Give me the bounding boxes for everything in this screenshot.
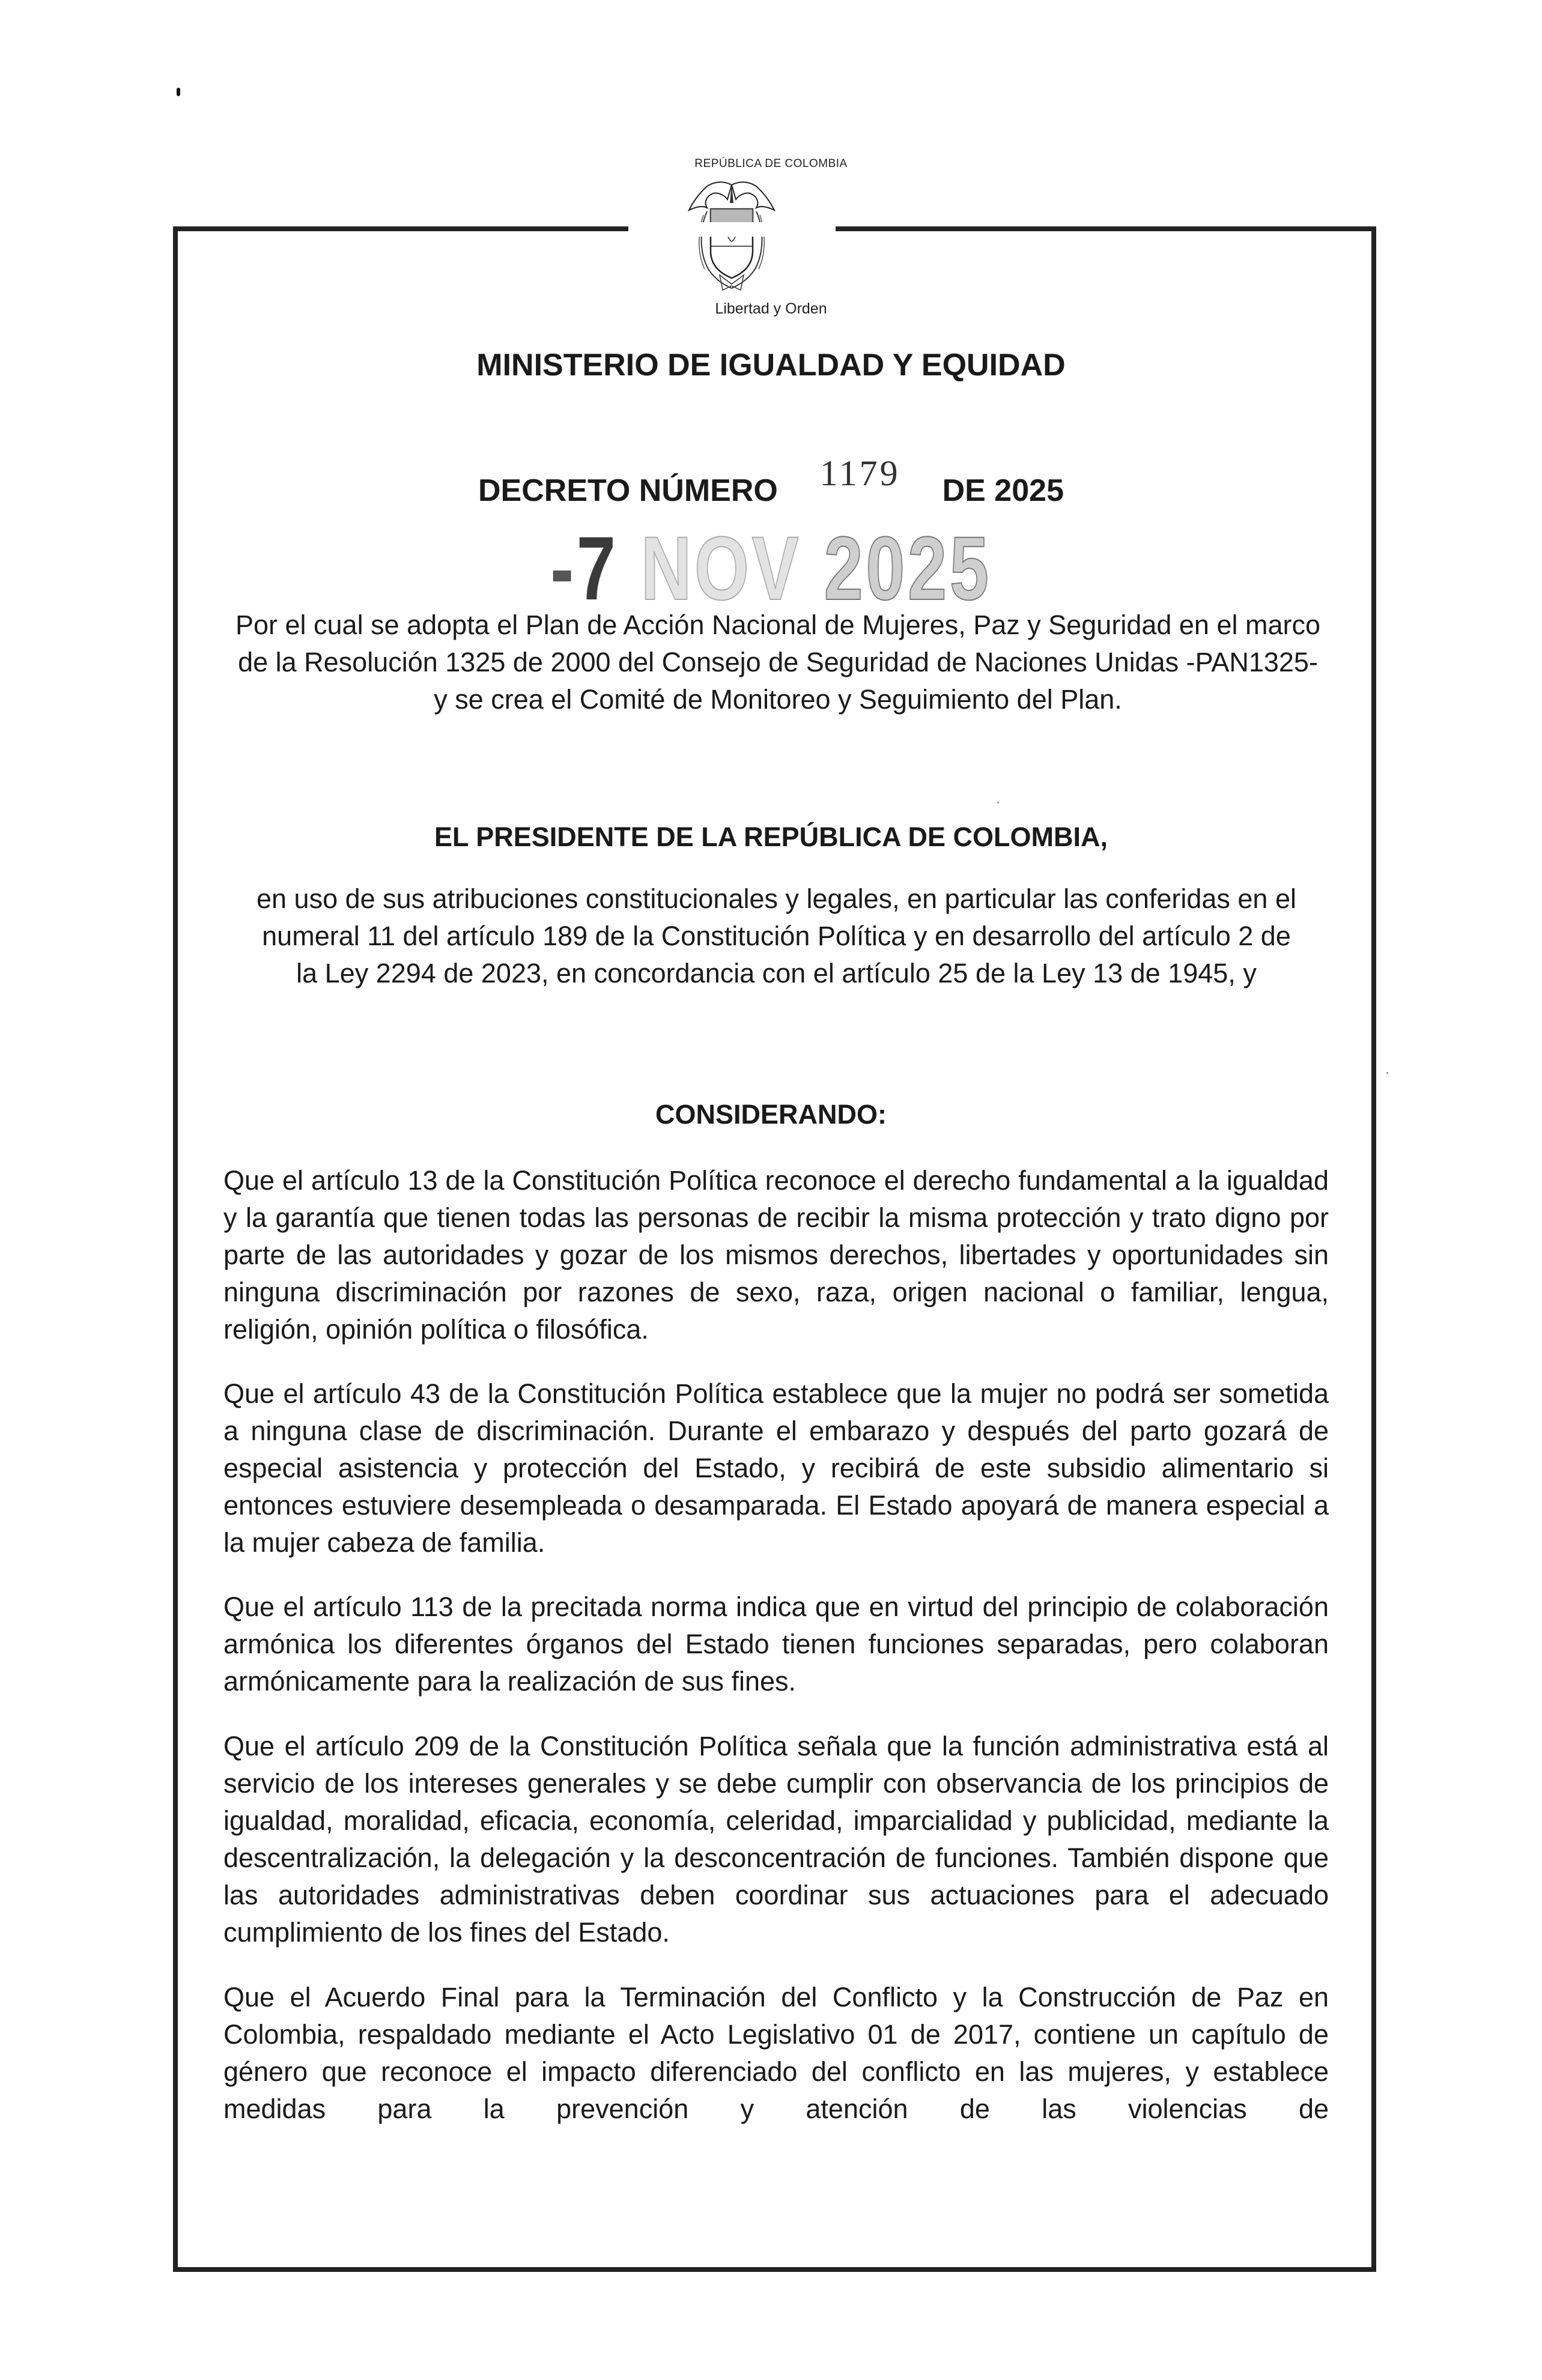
- decree-heading: [0, 453, 1542, 510]
- stamp-day: 7: [576, 518, 619, 619]
- frame-gap: [628, 222, 836, 237]
- decree-summary: Por el cual se adopta el Plan de Acción Nacional de Mujeres, Paz y Seguridad en el marco de la Resolución 1325 de 2000 del Consejo de Seguridad de Naciones Unidas -PAN1325- y se crea el Comité de Monitoreo y Seguimiento del Plan.: [235, 610, 1321, 715]
- consideration-paragraph: Que el artículo 43 de la Constitución Política establece que la mujer no podrá ser sometida a ninguna clase de discriminación. Durante el embarazo y después del parto gozará de especial asistencia y protección del Estado, y recibirá de este subsidio alimentario si entonces estuviere desempleada o desamparada. El Estado apoyará de manera especial a la mujer cabeza de familia.: [223, 1378, 1329, 1558]
- ministry-title: MINISTERIO DE IGUALDAD Y EQUIDAD: [476, 348, 1066, 383]
- republic-label: REPÚBLICA DE COLOMBIA: [694, 157, 848, 170]
- consideration-paragraph: Que el artículo 209 de la Constitución Política señala que la función administrativa está al servicio de los intereses generales y se debe cumplir con observancia de los principios de igualdad, moralidad, eficacia, economía, celeridad, imparcialidad y publicidad, mediante la descentralización, la delegación y la desconcentración de funciones. También dispone que las autoridades administrativas deben coordinar sus actuaciones para el adecuado cumplimiento de los fines del Estado.: [223, 1731, 1329, 1948]
- motto: Libertad y Orden: [715, 300, 827, 317]
- scan-artifact: [1386, 1072, 1388, 1074]
- decree-year: DE 2025: [942, 473, 1064, 508]
- issuer-heading: EL PRESIDENTE DE LA REPÚBLICA DE COLOMBIA,: [434, 822, 1108, 852]
- consideration-paragraph: Que el Acuerdo Final para la Terminación del Conflicto y la Construcción de Paz en Colombia, respaldado mediante el Acto Legislativo 01 de 2017, contiene un capítulo de género que reconoce el impacto diferenciado del conflicto en las mujeres, y establece medidas para la prevención y atención de las violencias de: [223, 1982, 1329, 2124]
- stamp-dash: -: [550, 518, 577, 619]
- consideration-paragraph: Que el artículo 13 de la Constitución Política reconoce el derecho fundamental a la igualdad y la garantía que tienen todas las personas de recibir la misma protección y trato digno por parte de las autoridades y gozar de los mismos derechos, libertades y oportunidades sin ninguna discriminación por razones de sexo, raza, origen nacional o familiar, lengua, religión, opinión política o filosófica.: [223, 1165, 1329, 1345]
- legal-powers: en uso de sus atribuciones constitucionales y legales, en particular las conferidas en el numeral 11 del artículo 189 de la Constitución Política y en desarrollo del artículo 2 de la Ley 2294 de 2023, en concordancia con el artículo 25 de la Ley 13 de 1945, y: [256, 883, 1296, 989]
- stamp-year: 2025: [824, 518, 992, 619]
- scan-artifact: [997, 802, 999, 804]
- decree-number: 1179: [819, 453, 900, 493]
- stamp-month: NOV: [640, 518, 802, 619]
- date-stamp: [169, 516, 1372, 620]
- consideration-paragraph: Que el artículo 113 de la precitada norma indica que en virtud del principio de colaboración armónica los diferentes órganos del Estado tienen funciones separadas, pero colaboran armónicamente para la realización de sus fines.: [223, 1591, 1329, 1697]
- considering-heading: CONSIDERANDO:: [655, 1099, 887, 1130]
- decree-label: DECRETO NÚMERO: [478, 473, 778, 508]
- scan-artifact: [177, 88, 180, 96]
